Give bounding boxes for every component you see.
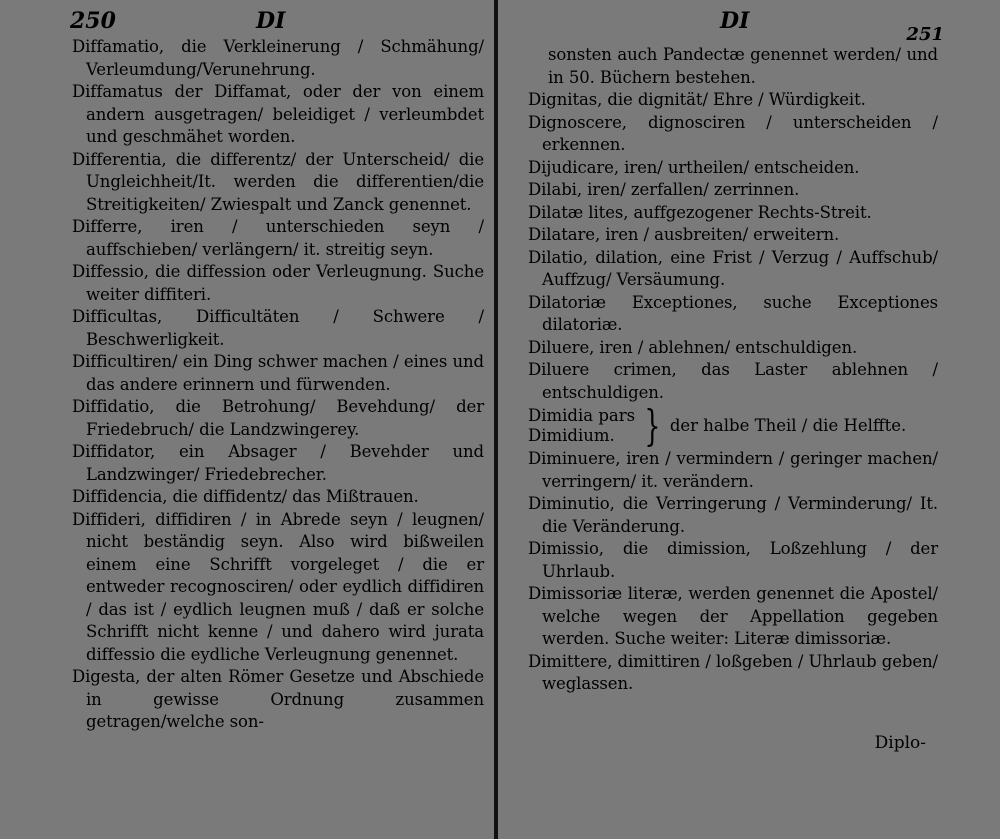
dictionary-entry: Dignoscere, dignosciren / unterscheiden / erkennen. [528,112,938,154]
dictionary-entry: Diffamatio, die Verkleinerung / Schmähung/ Verleumdung/Verunehrung. [72,37,484,79]
book-gutter [494,0,498,839]
dictionary-entry: Differentia, die differentz/ der Unterscheid/ die Ungleichheit/It. werden die differentien/die Streitigkeiten/ Zwiespalt und Zanck genennet. [72,149,484,214]
bracket-terms [528,406,635,446]
dictionary-entry: Diminuere, iren / vermindern / geringer machen/ verringern/ it. verändern. [528,449,938,491]
dictionary-entry: Diluere crimen, das Laster ablehnen / entschuldigen. [528,360,938,402]
left-page [72,0,484,839]
dictionary-entry: Diffidatio, die Betrohung/ Bevehdung/ der Friedebruch/ die Landzwingerey. [72,397,484,439]
dictionary-entry: Dimissoriæ literæ, werden genennet die Apostel/ welche wegen der Appellation gegeben werden. Suche weiter: Literæ dimissoriæ. [528,584,938,648]
dictionary-entry: Dignitas, die dignität/ Ehre / Würdigkeit. [528,90,866,109]
bracket-term: Dimidium. [528,426,615,445]
page-number: 250 [70,8,116,34]
bracket-term: Dimidia pars [528,406,636,425]
dictionary-entry: Diffidator, ein Absager / Bevehder und Landzwinger/ Friedebrecher. [72,442,484,484]
catchword: Diplo- [874,733,926,753]
dictionary-entry: Diffidencia, die diffidentz/ das Mißtrauen. [72,487,419,506]
running-head: DI [256,8,286,34]
dictionary-entry: Diminutio, die Verringerung / Verminderung/ It. die Veränderung. [528,494,938,536]
dictionary-entry: Dijudicare, iren/ urtheilen/ entscheiden. [528,157,860,177]
curly-brace-icon: } [644,401,661,450]
dictionary-entry: Dilatoriæ Exceptiones, suche Exceptiones dilatoriæ. [528,292,938,334]
right-page [528,0,944,839]
dictionary-entry: Difficultas, Difficultäten / Schwere / Beschwerligkeit. [72,307,484,349]
dictionary-entry: Dilatare, iren / ausbreiten/ erweitern. [528,225,840,244]
bracket-definition: der halbe Theil / die Helffte. [669,416,907,435]
dictionary-entry: Dimissio, die dimission, Loßzehlung / der Uhrlaub. [528,539,938,581]
page-number: 251 [906,24,944,45]
entry-list [72,36,484,734]
entry-list [528,44,938,696]
dictionary-entry: Diffideri, diffidiren / in Abrede seyn / leugnen/ nicht beständig seyn. Also wird bißweilen einem eine Schrifft vorgeleget / die er entweder recognosciren/ oder eydlich diffidiren / das ist / eydlich leugnen muß / daß er solche Schrifft nicht kenne / und dahero wird jurata diffessio die eydliche Verleugnung genennet. [72,509,484,664]
dictionary-entry: Diffamatus der Diffamat, oder der von einem andern ausgetragen/ beleidiget / verleumbdet und geschmähet worden. [72,82,484,146]
dictionary-entry: Dimittere, dimittiren / loßgeben / Uhrlaub geben/ weglassen. [528,651,938,693]
running-head: DI [720,8,750,34]
dictionary-entry: Dilatio, dilation, eine Frist / Verzug / Auffschub/ Auffzug/ Versäumung. [528,247,938,289]
dictionary-entry: Diffessio, die diffession oder Verleugnung. Suche weiter diffiteri. [72,262,484,304]
dictionary-entry: Dilabi, iren/ zerfallen/ zerrinnen. [528,180,800,199]
dictionary-entry: Dilatæ lites, auffgezogener Rechts-Streit. [528,202,872,222]
entry-continuation: sonsten auch Pandectæ genennet werden/ und in 50. Büchern bestehen. [548,45,938,87]
dictionary-entry: Difficultiren/ ein Ding schwer machen / eines und das andere erinnern und fürwenden. [72,352,484,394]
dictionary-entry: Differre, iren / unterschieden seyn / auffschieben/ verlängern/ it. streitig seyn. [72,217,484,259]
dictionary-entry: Diluere, iren / ablehnen/ entschuldigen. [528,337,858,357]
bracket-entry [528,401,938,450]
dictionary-entry: Digesta, der alten Römer Gesetze und Abschiede in gewisse Ordnung zusammen getragen/welche son- [72,667,484,731]
